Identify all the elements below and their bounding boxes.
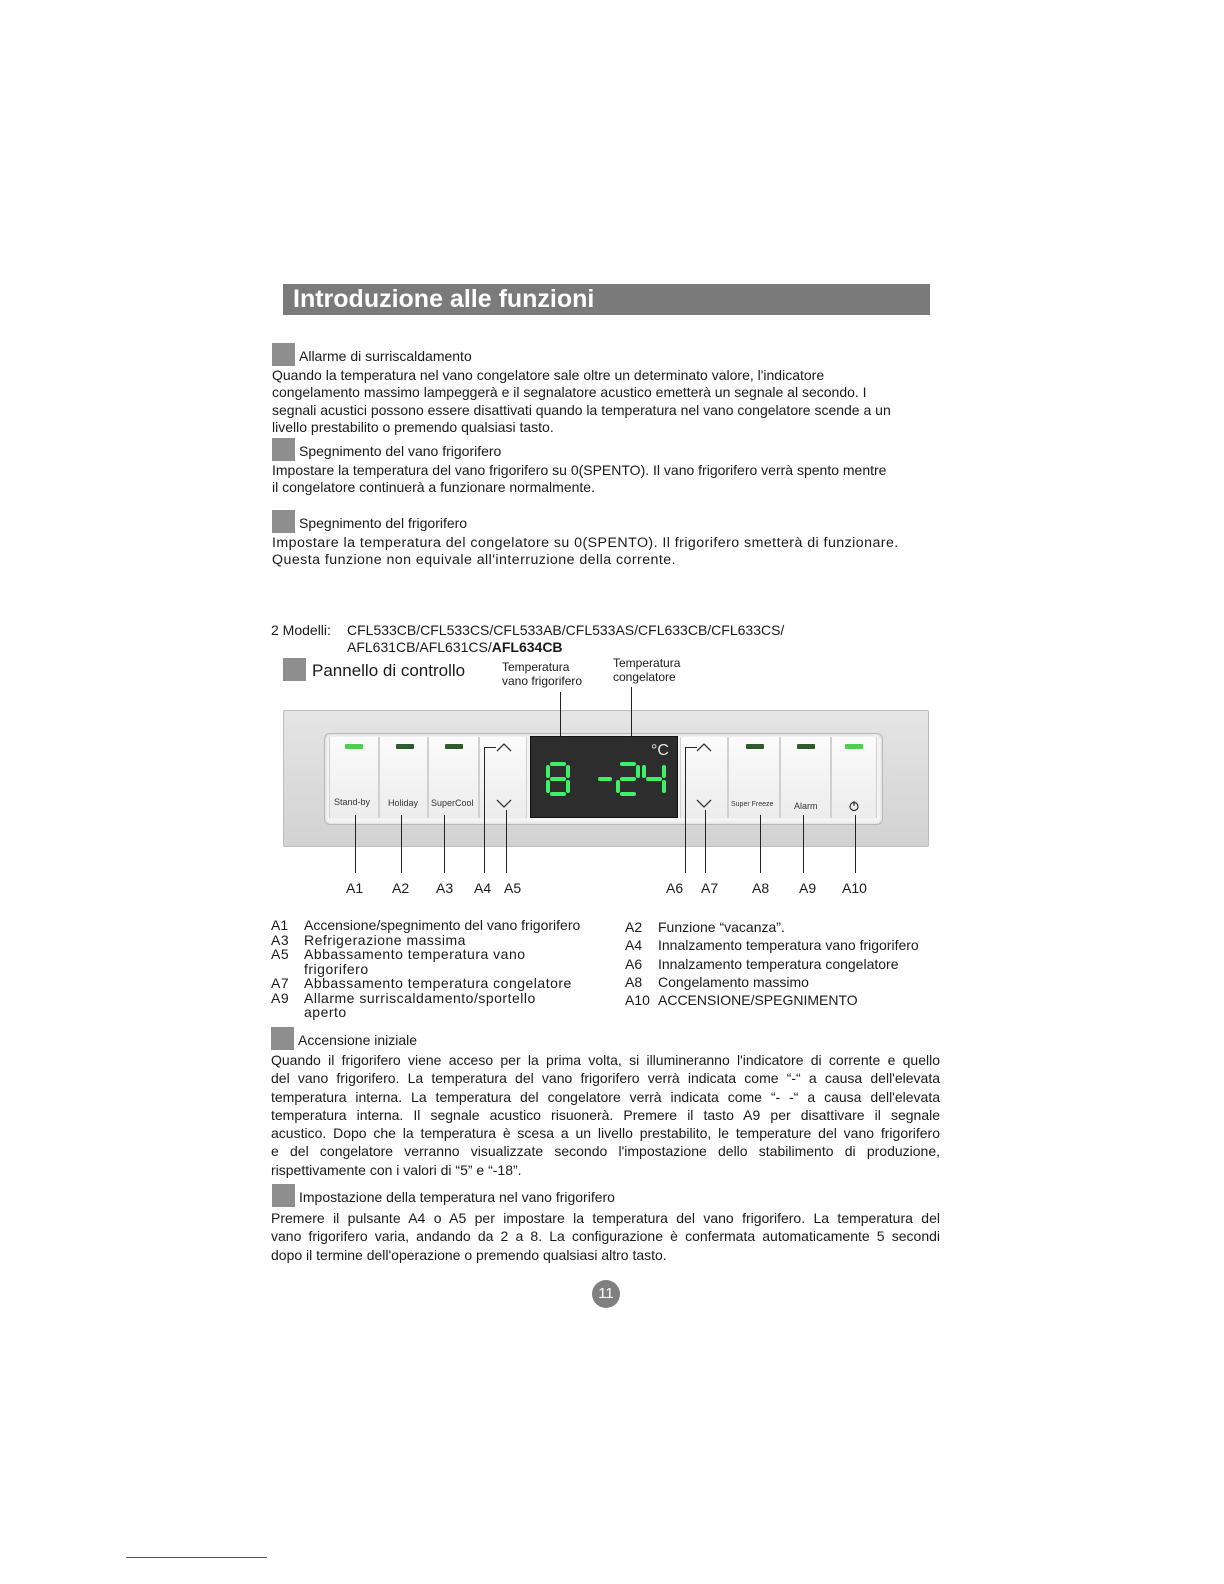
text-line: Questa funzione non equivale all'interruzione della corrente.	[272, 552, 677, 569]
legend-item	[625, 955, 955, 973]
text-line: Quando la temperatura nel vano congelatore sale oltre un determinato valore, l'indicatore	[272, 367, 825, 383]
models-prefix: 2 Modelli:	[271, 622, 331, 638]
callout-a10: A10	[842, 880, 867, 896]
legend-text: Abbassamento temperatura congelatore	[304, 975, 572, 991]
callout-line	[355, 815, 356, 873]
legend-text: Allarme surriscaldamento/sportello	[304, 989, 536, 1006]
chevron-up-icon	[494, 741, 514, 753]
legend-item	[271, 918, 611, 933]
legend-item	[271, 1005, 611, 1020]
legend-code: A7	[271, 975, 290, 991]
callout-line	[506, 810, 507, 873]
label-temp-congelatore	[613, 656, 680, 684]
callout-line	[401, 815, 402, 873]
callout-a2: A2	[392, 880, 410, 896]
text-line: congelamento massimo lampeggerà e il segnalatore acustico emetterà un segnale al secondo. I	[272, 384, 867, 401]
callout-line	[484, 747, 485, 873]
legend-text: Abbassamento temperatura vano	[304, 946, 526, 962]
section-heading-spegnimento-frigo	[272, 510, 467, 533]
text-line: temperatura interna. Il segnale acustico risuonerà. Premere il tasto A9 per disattivare il segnale	[271, 1106, 940, 1123]
callout-a1: A1	[346, 880, 364, 896]
legend-text: Innalzamento temperatura congelatore	[658, 955, 899, 972]
paragraph-impostazione	[271, 1209, 940, 1264]
callout-a5: A5	[504, 880, 522, 896]
section-heading-impostazione	[272, 1184, 615, 1207]
legend-text: aperto	[304, 1004, 347, 1020]
text-line: Premere il pulsante A4 o A5 per impostare la temperatura del vano frigorifero. La temperatura del	[271, 1210, 940, 1226]
callout-line	[685, 747, 697, 748]
supercool-led	[445, 744, 463, 749]
text-line: del vano frigorifero. La temperatura del vano frigorifero verrà indicata come “-“ a causa dell'elevata	[271, 1070, 940, 1087]
power-icon	[848, 800, 860, 812]
holiday-label: Holiday	[388, 798, 419, 808]
text-line: e del congelatore verranno visualizzate secondo l'impostazione dello stabilimento di produzione,	[271, 1143, 940, 1160]
legend-code: A3	[271, 931, 290, 948]
text-line: segnali acustici possono essere disattivati quando la temperatura nel vano congelatore scende a un	[272, 401, 891, 418]
chevron-down-icon	[494, 798, 514, 810]
legend-item	[625, 936, 955, 954]
section-marker-icon	[272, 510, 295, 533]
legend-text: Refrigerazione massima	[304, 931, 466, 948]
paragraph-accensione	[271, 1051, 940, 1179]
legend-item	[271, 976, 611, 991]
callout-line	[444, 815, 445, 873]
models-list	[347, 622, 784, 656]
callout-line	[685, 747, 686, 873]
heading-text: Spegnimento del frigorifero	[299, 515, 468, 531]
text-line: temperatura interna. La temperatura del congelatore verrà indicata come “- -“ a causa dell'elevata	[271, 1088, 940, 1105]
paragraph-spegnimento-frigo	[272, 535, 962, 570]
callout-line	[705, 810, 706, 873]
paragraph-spegnimento-vano	[272, 462, 952, 497]
text-line: acustico. Dopo che la temperatura è scesa a un livello prestabilito, le temperature del vano frigorifero	[271, 1125, 940, 1142]
models-line-bold: AFL634CB	[491, 639, 563, 655]
standby-led	[345, 744, 363, 749]
legend-code: A9	[271, 989, 290, 1006]
label-line: Temperatura	[502, 660, 570, 674]
callout-a6: A6	[666, 880, 684, 896]
label-line: congelatore	[613, 670, 676, 684]
heading-text: Impostazione della temperatura nel vano frigorifero	[299, 1189, 615, 1205]
legend-text: ACCENSIONE/SPEGNIMENTO	[658, 992, 858, 1009]
legend-item	[271, 962, 611, 977]
superfreeze-led	[746, 744, 764, 749]
section-marker-icon	[272, 343, 295, 366]
legend-code: A6	[625, 955, 643, 972]
panel-heading	[283, 658, 465, 681]
text-line: livello prestabilito o premendo qualsiasi tasto.	[272, 419, 554, 436]
text-line: Quando il frigorifero viene acceso per la prima volta, si illumineranno l'indicatore di corrente e quello	[271, 1052, 940, 1068]
section-heading-spegnimento-vano	[272, 438, 501, 461]
callout-a8: A8	[752, 880, 770, 896]
legend-code: A8	[625, 973, 643, 990]
text-line: Impostare la temperatura del congelatore su 0(SPENTO). Il frigorifero smetterà di funzionare.	[272, 535, 899, 551]
panel-heading-text: Pannello di controllo	[312, 661, 466, 680]
heading-text: Spegnimento del vano frigorifero	[299, 443, 502, 459]
power-led	[845, 744, 863, 749]
label-line: vano frigorifero	[502, 674, 583, 688]
models-line-text: AFL631CB/AFL631CS/	[347, 639, 492, 655]
unit-celsius: °C	[651, 742, 669, 759]
callout-a7: A7	[701, 880, 719, 896]
section-heading-allarme	[272, 343, 472, 366]
heading-text: Accensione iniziale	[298, 1032, 418, 1048]
legend-right	[625, 918, 955, 1009]
label-line: Temperatura	[613, 656, 681, 670]
text-line: dopo il termine dell'operazione o premendo qualsiasi altro tasto.	[271, 1246, 667, 1263]
chevron-down-icon	[694, 798, 714, 810]
section-marker-icon	[272, 438, 295, 461]
text-line: rispettivamente con i valori di “5” e “-18”.	[271, 1161, 522, 1178]
legend-item	[271, 947, 611, 962]
alarm-led	[797, 744, 815, 749]
legend-text: Congelamento massimo	[658, 973, 809, 990]
section-marker-icon	[272, 1184, 295, 1207]
legend-code: A10	[625, 992, 650, 1009]
label-temp-frigo	[502, 660, 582, 688]
text-line: il congelatore continuerà a funzionare normalmente.	[272, 479, 595, 496]
legend-text: Accensione/spegnimento del vano frigorifero	[304, 917, 581, 933]
models-line	[347, 639, 784, 656]
chevron-up-icon	[694, 741, 714, 753]
callout-line	[803, 815, 804, 873]
footer-rule	[126, 1557, 267, 1558]
legend-code: A1	[271, 917, 289, 933]
holiday-led	[396, 744, 414, 749]
legend-text: Funzione “vacanza”.	[658, 919, 785, 935]
page-number: 11	[592, 1280, 620, 1308]
callout-line	[484, 747, 496, 748]
callout-a3: A3	[436, 880, 454, 896]
supercool-label: SuperCool	[431, 798, 474, 808]
paragraph-allarme	[272, 367, 952, 437]
superfreeze-label: Super Freeze	[731, 801, 774, 808]
freezer-minus-sign	[598, 777, 612, 781]
text-line: vano frigorifero varia, andando da 2 a 8. La configurazione è confermata automaticamente 5 secondi	[271, 1228, 940, 1245]
callout-line	[855, 815, 856, 873]
legend-item	[271, 933, 611, 948]
legend-code: A4	[625, 937, 643, 954]
leader-line	[560, 692, 561, 738]
section-marker-icon	[271, 1027, 294, 1050]
temperature-display	[530, 736, 678, 818]
legend-text: Innalzamento temperatura vano frigorifero	[658, 937, 919, 954]
models-line: CFL533CB/CFL533CS/CFL533AB/CFL533AS/CFL633CB/CFL633CS/	[347, 622, 785, 638]
page-title: Introduzione alle funzioni	[283, 284, 930, 315]
callout-a9: A9	[799, 880, 817, 896]
section-marker-icon	[283, 658, 306, 681]
standby-label: Stand-by	[334, 797, 371, 807]
text-line: Impostare la temperatura del vano frigorifero su 0(SPENTO). Il vano frigorifero verrà spento mentre	[272, 462, 887, 478]
legend-code: A2	[625, 919, 643, 935]
section-heading-accensione	[271, 1027, 417, 1050]
legend-item	[625, 918, 955, 936]
callout-line	[760, 815, 761, 873]
legend-left	[271, 918, 611, 1020]
leader-line	[631, 687, 632, 738]
alarm-label: Alarm	[794, 801, 818, 811]
legend-item	[625, 991, 955, 1009]
legend-code: A5	[271, 946, 290, 962]
callout-a4: A4	[474, 880, 492, 896]
legend-item	[625, 973, 955, 991]
legend-text: frigorifero	[304, 960, 369, 977]
heading-text: Allarme di surriscaldamento	[299, 348, 472, 364]
legend-item	[271, 991, 611, 1006]
